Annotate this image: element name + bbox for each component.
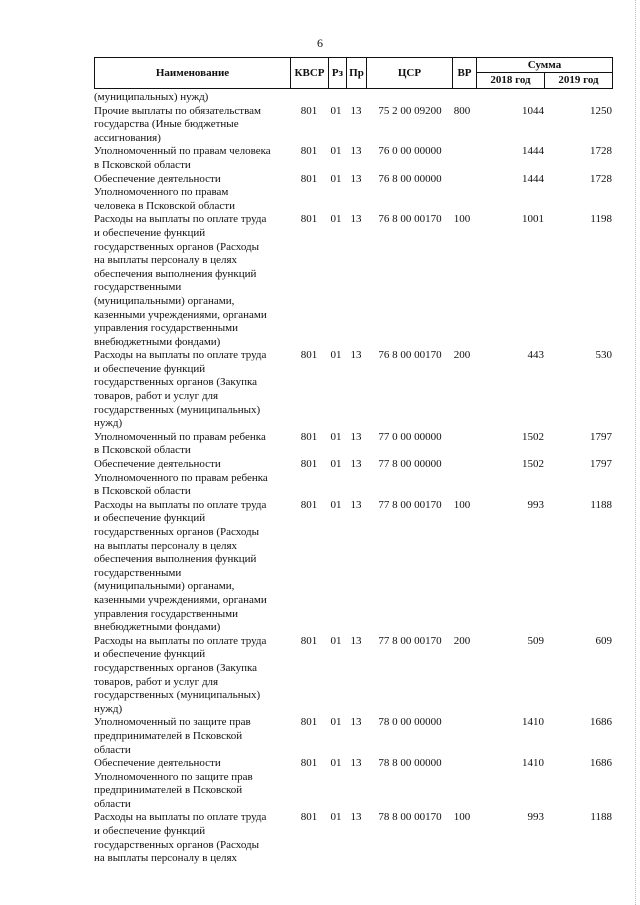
row-kvsr: 801 [300, 498, 318, 511]
row-name [94, 431, 290, 458]
row-sum-2019: 1250 [590, 104, 612, 117]
header-year-2018: 2018 год [477, 72, 545, 88]
row-name [94, 757, 290, 811]
table-row [94, 213, 612, 349]
row-name-line: товаров, работ и услуг для [94, 675, 219, 688]
row-name-line: нужд) [94, 702, 123, 715]
row-csr: 76 0 00 00000 [378, 145, 442, 158]
row-name-line: Расходы на выплаты по оплате труда [94, 498, 267, 511]
table-row [94, 499, 612, 635]
row-sum-2019: 1797 [590, 430, 612, 443]
table-body [94, 91, 612, 866]
header-name: Наименование [95, 58, 291, 89]
row-name [94, 91, 290, 105]
row-rz: 01 [330, 145, 342, 158]
row-kvsr: 801 [300, 349, 318, 362]
row-name-line: управления государственными [94, 322, 239, 335]
row-name-line: государственными [94, 566, 182, 579]
row-name-line: и обеспечение функций [94, 648, 206, 661]
row-name-line: (муниципальными) органами, [94, 294, 235, 307]
row-kvsr: 801 [300, 213, 318, 226]
header-csr: ЦСР [367, 58, 453, 89]
row-sum-2018: 1502 [522, 458, 544, 471]
row-kvsr: 801 [300, 634, 318, 647]
row-sum-2018: 1044 [522, 104, 544, 117]
row-name-line: (муниципальных) нужд) [94, 91, 209, 103]
row-sum-2019: 1797 [590, 458, 612, 471]
row-sum-2019: 1188 [590, 811, 612, 824]
row-name-line: на выплаты персоналу в целях [94, 539, 238, 552]
row-kvsr: 801 [300, 145, 318, 158]
row-rz: 01 [330, 213, 342, 226]
row-name-line: государственных органов (Расходы [94, 838, 260, 851]
page-number: 6 [317, 36, 323, 50]
row-sum-2018: 993 [527, 498, 544, 511]
row-rz: 01 [330, 757, 342, 770]
row-name-line: в Псковской области [94, 158, 191, 171]
row-csr: 78 8 00 00170 [378, 811, 442, 824]
row-name-line: государства (Иные бюджетные [94, 118, 239, 131]
row-name-line: области [94, 797, 131, 810]
row-sum-2018: 443 [527, 349, 544, 362]
table-row [94, 431, 612, 458]
row-pr: 13 [350, 172, 362, 185]
header-rz: Рз [329, 58, 347, 89]
table-row [94, 458, 612, 499]
row-name-line: и обеспечение функций [94, 512, 206, 525]
row-name-line: государственных органов (Закупка [94, 661, 258, 674]
row-name-line: Уполномоченный по правам ребенка [94, 430, 266, 443]
row-rz: 01 [330, 349, 342, 362]
row-name-line: и обеспечение функций [94, 825, 206, 838]
table-row [94, 349, 612, 431]
row-name-line: человека в Псковской области [94, 199, 235, 212]
row-pr: 13 [350, 757, 362, 770]
row-pr: 13 [350, 634, 362, 647]
header-vr: ВР [453, 58, 477, 89]
row-name-line: Уполномоченного по правам ребенка [94, 471, 268, 484]
row-name-line: и обеспечение функций [94, 362, 206, 375]
row-name-line: товаров, работ и услуг для [94, 390, 219, 403]
scan-edge [634, 0, 636, 905]
row-csr: 76 8 00 00170 [378, 349, 442, 362]
row-sum-2019: 530 [595, 349, 612, 362]
row-name [94, 349, 290, 431]
row-name [94, 213, 290, 349]
row-sum-2018: 509 [527, 634, 544, 647]
header-pr: Пр [347, 58, 367, 89]
row-name-line: казенными учреждениями, органами [94, 593, 267, 606]
row-csr: 76 8 00 00000 [378, 172, 442, 185]
row-name-line: Расходы на выплаты по оплате труда [94, 634, 267, 647]
row-name-line: государственных органов (Закупка [94, 376, 258, 389]
row-rz: 01 [330, 634, 342, 647]
row-sum-2018: 1001 [522, 213, 544, 226]
row-rz: 01 [330, 104, 342, 117]
row-sum-2018: 1444 [522, 172, 544, 185]
table-row [94, 635, 612, 717]
row-name [94, 173, 290, 214]
table-row [94, 811, 612, 865]
row-name-line: государственных органов (Расходы [94, 240, 260, 253]
row-name [94, 105, 290, 146]
row-kvsr: 801 [300, 716, 318, 729]
row-name-line: Обеспечение деятельности [94, 172, 221, 185]
row-name-line: внебюджетными фондами) [94, 621, 221, 634]
row-name [94, 145, 290, 172]
row-name-line: государственными [94, 281, 182, 294]
row-sum-2019: 1188 [590, 498, 612, 511]
row-name-line: Уполномоченный по правам человека [94, 145, 271, 158]
row-rz: 01 [330, 430, 342, 443]
row-name [94, 458, 290, 499]
row-pr: 13 [350, 498, 362, 511]
row-name-line: внебюджетными фондами) [94, 335, 221, 348]
row-rz: 01 [330, 172, 342, 185]
row-name [94, 716, 290, 757]
row-csr: 77 0 00 00000 [378, 430, 442, 443]
row-name-line: обеспечения выполнения функций [94, 267, 257, 280]
row-sum-2018: 993 [527, 811, 544, 824]
row-vr: 200 [453, 349, 471, 362]
header-kvsr: КВСР [291, 58, 329, 89]
row-sum-2018: 1444 [522, 145, 544, 158]
row-kvsr: 801 [300, 172, 318, 185]
row-pr: 13 [350, 349, 362, 362]
row-name-line: управления государственными [94, 607, 239, 620]
row-sum-2019: 1198 [590, 213, 612, 226]
row-pr: 13 [350, 716, 362, 729]
row-name-line: предпринимателей в Псковской [94, 784, 243, 797]
row-name-line: области [94, 743, 131, 756]
row-csr: 77 8 00 00170 [378, 634, 442, 647]
row-kvsr: 801 [300, 458, 318, 471]
row-sum-2018: 1502 [522, 430, 544, 443]
table-row [94, 105, 612, 146]
table-row [94, 757, 612, 811]
row-kvsr: 801 [300, 811, 318, 824]
row-name-line: Уполномоченный по защите прав [94, 716, 251, 729]
row-name-line: и обеспечение функций [94, 226, 206, 239]
row-name-line: на выплаты персоналу в целях [94, 852, 238, 865]
row-csr: 78 8 00 00000 [378, 757, 442, 770]
row-rz: 01 [330, 811, 342, 824]
row-name-line: ассигнования) [94, 131, 161, 144]
row-sum-2019: 609 [595, 634, 612, 647]
table-row [94, 145, 612, 172]
row-name-line: Прочие выплаты по обязательствам [94, 104, 261, 117]
row-vr: 200 [453, 634, 471, 647]
row-kvsr: 801 [300, 430, 318, 443]
row-rz: 01 [330, 716, 342, 729]
row-name-line: обеспечения выполнения функций [94, 553, 257, 566]
header-sum: Сумма [477, 58, 613, 73]
row-name-line: Расходы на выплаты по оплате труда [94, 213, 267, 226]
row-pr: 13 [350, 811, 362, 824]
row-csr: 76 8 00 00170 [378, 213, 442, 226]
row-csr: 78 0 00 00000 [378, 716, 442, 729]
row-name-line: на выплаты персоналу в целях [94, 254, 238, 267]
row-pr: 13 [350, 104, 362, 117]
row-name [94, 635, 290, 717]
row-csr: 75 2 00 09200 [378, 104, 442, 117]
table-row [94, 91, 612, 105]
row-vr: 800 [453, 104, 471, 117]
row-vr: 100 [453, 811, 471, 824]
row-sum-2019: 1686 [590, 757, 612, 770]
row-name-line: Обеспечение деятельности [94, 458, 221, 471]
row-sum-2018: 1410 [522, 757, 544, 770]
row-name-line: Расходы на выплаты по оплате труда [94, 811, 267, 824]
row-name-line: Расходы на выплаты по оплате труда [94, 349, 267, 362]
row-pr: 13 [350, 145, 362, 158]
row-csr: 77 8 00 00000 [378, 458, 442, 471]
header-year-2019: 2019 год [545, 72, 613, 88]
row-name [94, 499, 290, 635]
row-name-line: государственных (муниципальных) [94, 689, 261, 702]
row-sum-2019: 1728 [590, 145, 612, 158]
row-sum-2018: 1410 [522, 716, 544, 729]
row-vr: 100 [453, 213, 471, 226]
row-pr: 13 [350, 458, 362, 471]
row-rz: 01 [330, 498, 342, 511]
row-kvsr: 801 [300, 104, 318, 117]
row-name-line: государственных (муниципальных) [94, 403, 261, 416]
table-row [94, 173, 612, 214]
row-rz: 01 [330, 458, 342, 471]
row-name-line: предпринимателей в Псковской [94, 729, 243, 742]
row-pr: 13 [350, 213, 362, 226]
row-name [94, 811, 290, 865]
row-name-line: в Псковской области [94, 444, 191, 457]
row-sum-2019: 1686 [590, 716, 612, 729]
row-csr: 77 8 00 00170 [378, 498, 442, 511]
table-header [94, 57, 613, 89]
row-name-line: Уполномоченного по правам [94, 186, 229, 199]
row-sum-2019: 1728 [590, 172, 612, 185]
row-name-line: государственных органов (Расходы [94, 526, 260, 538]
row-pr: 13 [350, 430, 362, 443]
table-row [94, 716, 612, 757]
row-name-line: Обеспечение деятельности [94, 757, 221, 770]
row-name-line: Уполномоченного по защите прав [94, 770, 253, 783]
row-name-line: нужд) [94, 417, 123, 430]
row-name-line: казенными учреждениями, органами [94, 308, 267, 321]
row-vr: 100 [453, 498, 471, 511]
row-name-line: (муниципальными) органами, [94, 580, 235, 593]
row-name-line: в Псковской области [94, 485, 191, 498]
row-kvsr: 801 [300, 757, 318, 770]
